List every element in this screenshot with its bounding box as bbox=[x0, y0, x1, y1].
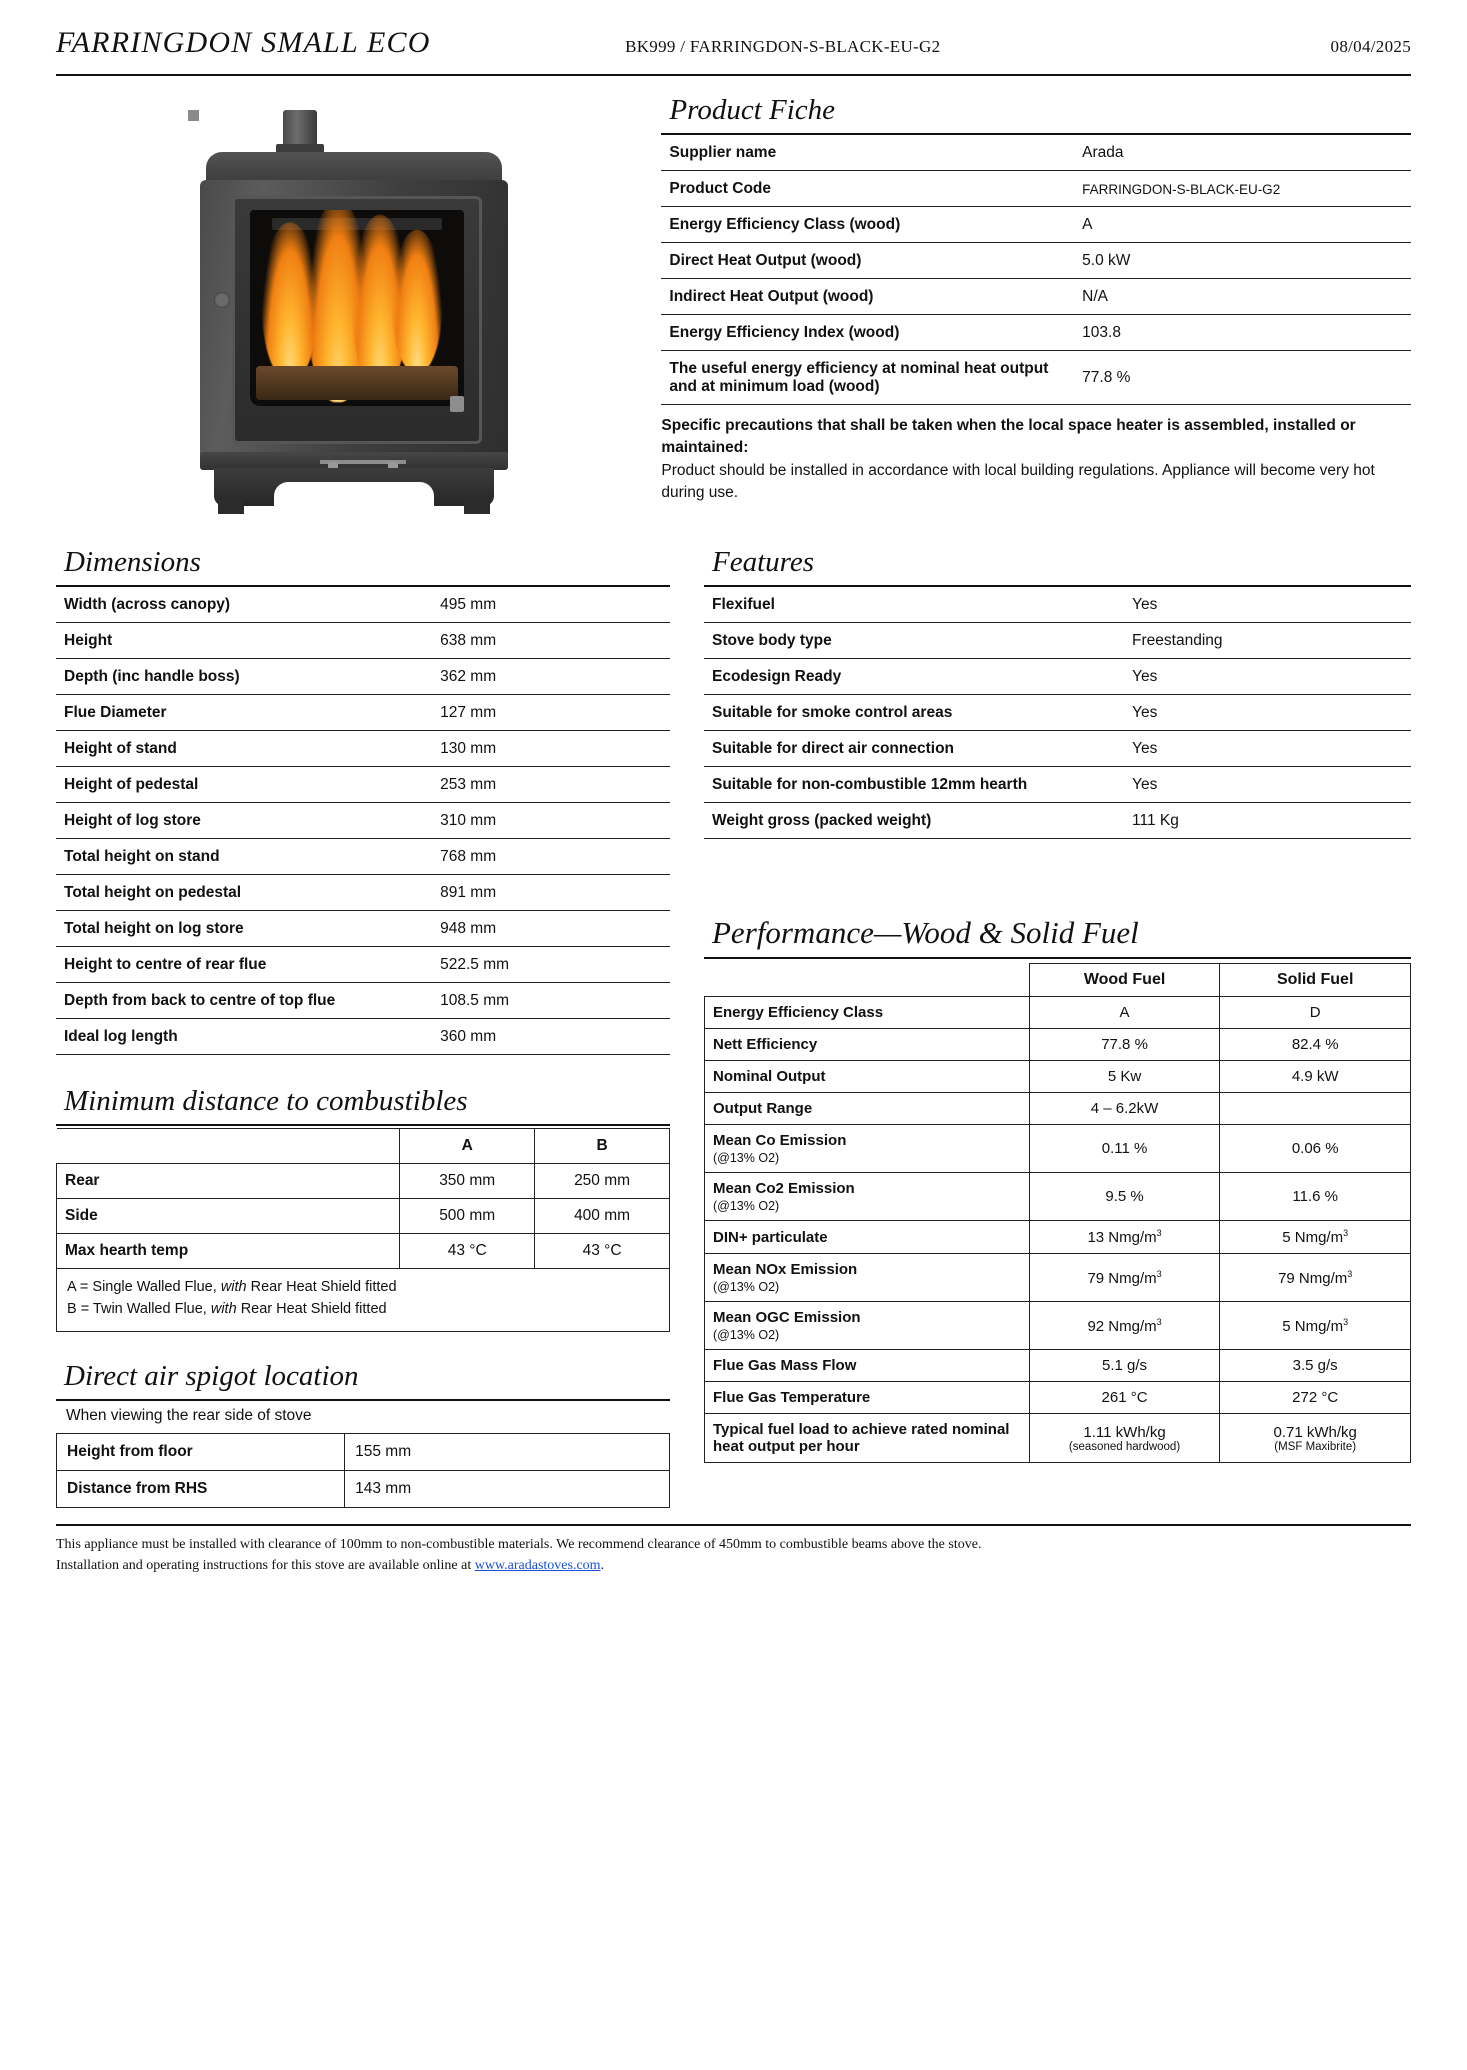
row-value: 5.0 kW bbox=[1066, 243, 1411, 279]
row-label: Height from floor bbox=[57, 1433, 345, 1470]
row-label: Ideal log length bbox=[56, 1019, 412, 1055]
stand-leg bbox=[218, 500, 244, 514]
row-label: Total height on stand bbox=[56, 839, 412, 875]
value-text: 13 Nmg/$m^3$ bbox=[1087, 1228, 1162, 1246]
table-row bbox=[56, 983, 670, 1019]
row-value: 111 Kg bbox=[1114, 803, 1411, 839]
document-date: 08/04/2025 bbox=[1330, 37, 1411, 56]
row-label: Typical fuel load to achieve rated nominal heat output per hour bbox=[705, 1414, 1030, 1463]
row-label: Flue Gas Temperature bbox=[705, 1382, 1030, 1414]
table-row bbox=[705, 1382, 1411, 1414]
row-value: A bbox=[1066, 207, 1411, 243]
note-a-pre: A = Single Walled Flue, bbox=[67, 1279, 217, 1295]
row-value: N/A bbox=[1066, 279, 1411, 315]
row-value-solid: 4.9 kW bbox=[1220, 1061, 1411, 1093]
page-title: FARRINGDON SMALL ECO bbox=[56, 26, 431, 59]
value-text: 5 Nmg/$m^3$ bbox=[1282, 1228, 1349, 1246]
product-fiche-table bbox=[661, 135, 1411, 405]
row-value: 891 mm bbox=[412, 875, 670, 911]
table-row bbox=[705, 1221, 1411, 1254]
top-section bbox=[56, 94, 1411, 510]
stand-leg bbox=[464, 500, 490, 514]
row-value-solid: D bbox=[1220, 997, 1411, 1029]
note-a-post: Rear Heat Shield fitted bbox=[250, 1279, 397, 1295]
row-label-sub: (@13% O2) bbox=[713, 1280, 780, 1294]
row-label: Distance from RHS bbox=[57, 1470, 345, 1507]
note-a bbox=[67, 1277, 659, 1299]
row-label-sub: (@13% O2) bbox=[713, 1199, 780, 1213]
row-label: Indirect Heat Output (wood) bbox=[661, 279, 1066, 315]
table-row bbox=[661, 351, 1411, 405]
row-label: Height to centre of rear flue bbox=[56, 947, 412, 983]
table-row bbox=[56, 623, 670, 659]
row-label: Max hearth temp bbox=[57, 1234, 400, 1269]
row-value-a: 500 mm bbox=[400, 1199, 535, 1234]
value-text: 0.71 kWh/kg bbox=[1273, 1423, 1357, 1441]
row-value-a: 350 mm bbox=[400, 1164, 535, 1199]
row-label: Weight gross (packed weight) bbox=[704, 803, 1114, 839]
dimensions-heading: Dimensions bbox=[64, 546, 201, 578]
row-value: Yes bbox=[1114, 767, 1411, 803]
row-label-main: Mean OGC Emission bbox=[713, 1309, 861, 1326]
table-row bbox=[705, 1093, 1411, 1125]
row-value-solid: 3.5 g/s bbox=[1220, 1350, 1411, 1382]
brand-badge bbox=[450, 396, 464, 412]
row-label: Energy Efficiency Class bbox=[705, 997, 1030, 1029]
row-label: Width (across canopy) bbox=[56, 587, 412, 623]
row-label: Suitable for non-combustible 12mm hearth bbox=[704, 767, 1114, 803]
row-label: Nominal Output bbox=[705, 1061, 1030, 1093]
row-label: Depth (inc handle boss) bbox=[56, 659, 412, 695]
row-label-sub: (@13% O2) bbox=[713, 1151, 780, 1165]
stove-illustration bbox=[188, 110, 518, 510]
row-label: Total height on pedestal bbox=[56, 875, 412, 911]
row-label bbox=[705, 1125, 1030, 1173]
row-value-solid: 5 Nmg/$m^3$ bbox=[1220, 1302, 1411, 1350]
aradastoves-link[interactable]: www.aradastoves.com bbox=[474, 1557, 601, 1573]
column-header-b: B bbox=[535, 1129, 670, 1164]
row-label-main: Mean Co Emission bbox=[713, 1132, 847, 1149]
row-label: Total height on log store bbox=[56, 911, 412, 947]
row-label-sub: (@13% O2) bbox=[713, 1328, 780, 1342]
table-row bbox=[56, 1019, 670, 1055]
row-label-main: Mean Co2 Emission bbox=[713, 1180, 855, 1197]
row-value: Freestanding bbox=[1114, 623, 1411, 659]
row-value: 768 mm bbox=[412, 839, 670, 875]
row-value-wood: 0.11 % bbox=[1029, 1125, 1220, 1173]
row-value-solid bbox=[1220, 1414, 1411, 1463]
product-fiche-heading: Product Fiche bbox=[669, 94, 836, 126]
product-code-header: BK999 / FARRINGDON-S-BLACK-EU-G2 bbox=[625, 37, 941, 56]
value-sub: (seasoned hardwood) bbox=[1068, 1440, 1181, 1453]
product-fiche-section bbox=[649, 94, 1411, 510]
row-value: Yes bbox=[1114, 587, 1411, 623]
table-row bbox=[661, 207, 1411, 243]
left-column bbox=[56, 546, 704, 1508]
mid-section bbox=[56, 546, 1411, 1508]
note-a-italic: with bbox=[220, 1279, 247, 1295]
row-value-solid bbox=[1220, 1093, 1411, 1125]
footer-text-post: . bbox=[600, 1557, 605, 1573]
features-table bbox=[704, 587, 1411, 839]
stove-glass-window bbox=[250, 210, 464, 406]
performance-heading: Performance—Wood & Solid Fuel bbox=[712, 915, 1139, 950]
row-label: Ecodesign Ready bbox=[704, 659, 1114, 695]
row-label: Suitable for direct air connection bbox=[704, 731, 1114, 767]
precautions-text: Product should be installed in accordance with local building regulations. Appliance will become very hot during use. bbox=[661, 461, 1375, 502]
secondary-knob bbox=[188, 110, 199, 121]
divider bbox=[704, 957, 1411, 959]
combustibles-notes bbox=[56, 1269, 670, 1332]
table-header-row bbox=[705, 964, 1411, 997]
combustibles-heading: Minimum distance to combustibles bbox=[64, 1085, 468, 1117]
row-value-wood: 4 – 6.2kW bbox=[1029, 1093, 1220, 1125]
table-row bbox=[704, 623, 1411, 659]
row-value: FARRINGDON-S-BLACK-EU-G2 bbox=[1066, 171, 1411, 207]
table-row bbox=[705, 997, 1411, 1029]
row-label: DIN+ particulate bbox=[705, 1221, 1030, 1254]
row-label: Supplier name bbox=[661, 135, 1066, 171]
row-label: Height of log store bbox=[56, 803, 412, 839]
row-value-wood: 261 °C bbox=[1029, 1382, 1220, 1414]
row-value-solid: 11.6 % bbox=[1220, 1173, 1411, 1221]
row-label: Product Code bbox=[661, 171, 1066, 207]
table-row bbox=[56, 767, 670, 803]
document-header bbox=[56, 26, 1411, 76]
column-header-wood: Wood Fuel bbox=[1029, 964, 1220, 997]
row-value-wood: A bbox=[1029, 997, 1220, 1029]
flame-icon bbox=[392, 230, 442, 373]
table-row bbox=[57, 1199, 670, 1234]
table-row bbox=[56, 875, 670, 911]
row-label: The useful energy efficiency at nominal heat output and at minimum load (wood) bbox=[661, 351, 1066, 405]
dimensions-table bbox=[56, 587, 670, 1055]
row-value-wood bbox=[1029, 1221, 1220, 1254]
row-value: 638 mm bbox=[412, 623, 670, 659]
row-label: Output Range bbox=[705, 1093, 1030, 1125]
row-label: Flue Diameter bbox=[56, 695, 412, 731]
row-label: Height of stand bbox=[56, 731, 412, 767]
table-row bbox=[705, 1414, 1411, 1463]
row-value-a: 43 °C bbox=[400, 1234, 535, 1269]
row-value: 522.5 mm bbox=[412, 947, 670, 983]
table-row bbox=[56, 839, 670, 875]
value-text: 1.11 kWh/kg bbox=[1083, 1423, 1166, 1441]
stand-arch-cutout bbox=[274, 482, 434, 508]
row-value: 495 mm bbox=[412, 587, 670, 623]
row-value: 127 mm bbox=[412, 695, 670, 731]
row-value-wood bbox=[1029, 1414, 1220, 1463]
row-value-wood: 5.1 g/s bbox=[1029, 1350, 1220, 1382]
row-label: Flue Gas Mass Flow bbox=[705, 1350, 1030, 1382]
row-value: Yes bbox=[1114, 731, 1411, 767]
precautions-block bbox=[661, 415, 1411, 505]
row-value: 143 mm bbox=[345, 1470, 670, 1507]
table-row bbox=[704, 731, 1411, 767]
row-label: Side bbox=[57, 1199, 400, 1234]
row-label: Flexifuel bbox=[704, 587, 1114, 623]
row-value: 360 mm bbox=[412, 1019, 670, 1055]
row-value: Arada bbox=[1066, 135, 1411, 171]
row-label: Stove body type bbox=[704, 623, 1114, 659]
spigot-note: When viewing the rear side of stove bbox=[66, 1406, 312, 1424]
row-value-b: 400 mm bbox=[535, 1199, 670, 1234]
door-handle-knob bbox=[214, 292, 230, 308]
note-b-pre: B = Twin Walled Flue, bbox=[67, 1300, 207, 1317]
table-row bbox=[704, 659, 1411, 695]
stove-image-column bbox=[56, 94, 649, 510]
row-value-wood: 77.8 % bbox=[1029, 1029, 1220, 1061]
row-value: Yes bbox=[1114, 659, 1411, 695]
table-row bbox=[661, 315, 1411, 351]
table-row bbox=[57, 1433, 670, 1470]
table-row bbox=[56, 947, 670, 983]
table-row bbox=[57, 1470, 670, 1507]
row-label: Height of pedestal bbox=[56, 767, 412, 803]
note-b-italic: with bbox=[210, 1300, 237, 1317]
row-value: 103.8 bbox=[1066, 315, 1411, 351]
table-row bbox=[661, 135, 1411, 171]
row-value: 108.5 mm bbox=[412, 983, 670, 1019]
row-label: Height bbox=[56, 623, 412, 659]
table-row bbox=[56, 695, 670, 731]
row-value: 130 mm bbox=[412, 731, 670, 767]
row-value: Yes bbox=[1114, 695, 1411, 731]
row-value-wood: 5 Kw bbox=[1029, 1061, 1220, 1093]
log-bed bbox=[256, 366, 458, 400]
note-b bbox=[67, 1299, 659, 1321]
table-row bbox=[704, 767, 1411, 803]
table-row bbox=[704, 803, 1411, 839]
row-label bbox=[705, 1302, 1030, 1350]
column-header-a: A bbox=[400, 1129, 535, 1164]
features-heading: Features bbox=[712, 546, 815, 578]
row-value-wood: 92 Nmg/$m^3$ bbox=[1029, 1302, 1220, 1350]
table-row bbox=[56, 587, 670, 623]
row-label bbox=[705, 1254, 1030, 1302]
table-row bbox=[704, 587, 1411, 623]
blank-header bbox=[57, 1129, 400, 1164]
table-row bbox=[56, 803, 670, 839]
value-sub: (MSF Maxibrite) bbox=[1274, 1440, 1357, 1453]
table-row bbox=[705, 1254, 1411, 1302]
divider bbox=[56, 1124, 670, 1126]
table-row bbox=[57, 1234, 670, 1269]
footer-line-2 bbox=[56, 1555, 1411, 1576]
table-row bbox=[56, 731, 670, 767]
row-value: 310 mm bbox=[412, 803, 670, 839]
row-value-b: 43 °C bbox=[535, 1234, 670, 1269]
table-row bbox=[705, 1029, 1411, 1061]
table-row bbox=[705, 1302, 1411, 1350]
blank-header bbox=[705, 964, 1030, 997]
footer-line-1: This appliance must be installed with clearance of 100mm to non-combustible materials. We recommend clearance of 450mm to combustible beams above the stove. bbox=[56, 1536, 982, 1552]
table-row bbox=[56, 659, 670, 695]
row-label: Nett Efficiency bbox=[705, 1029, 1030, 1061]
column-header-solid: Solid Fuel bbox=[1220, 964, 1411, 997]
row-label: Rear bbox=[57, 1164, 400, 1199]
row-value-b: 250 mm bbox=[535, 1164, 670, 1199]
table-row bbox=[56, 911, 670, 947]
footer-text-pre: Installation and operating instructions for this stove are available online at bbox=[56, 1557, 475, 1573]
precautions-heading: Specific precautions that shall be taken when the local space heater is assembled, installed or maintained: bbox=[661, 417, 1356, 457]
row-label: Suitable for smoke control areas bbox=[704, 695, 1114, 731]
table-row bbox=[661, 279, 1411, 315]
table-row bbox=[705, 1350, 1411, 1382]
table-row bbox=[705, 1061, 1411, 1093]
row-label: Energy Efficiency Index (wood) bbox=[661, 315, 1066, 351]
row-value-solid: 0.06 % bbox=[1220, 1125, 1411, 1173]
table-header-row bbox=[57, 1129, 670, 1164]
row-value: 253 mm bbox=[412, 767, 670, 803]
row-label bbox=[705, 1173, 1030, 1221]
row-value-solid: 82.4 % bbox=[1220, 1029, 1411, 1061]
row-value-wood: 79 Nmg/$m^3$ bbox=[1029, 1254, 1220, 1302]
table-row bbox=[57, 1164, 670, 1199]
row-value: 155 mm bbox=[345, 1433, 670, 1470]
right-column bbox=[704, 546, 1411, 1508]
row-value-solid: 79 Nmg/$m^3$ bbox=[1220, 1254, 1411, 1302]
row-value-wood: 9.5 % bbox=[1029, 1173, 1220, 1221]
performance-table bbox=[704, 963, 1411, 1463]
row-label: Depth from back to centre of top flue bbox=[56, 983, 412, 1019]
table-row bbox=[705, 1173, 1411, 1221]
table-row bbox=[704, 695, 1411, 731]
row-label: Energy Efficiency Class (wood) bbox=[661, 207, 1066, 243]
note-b-post: Rear Heat Shield fitted bbox=[240, 1300, 387, 1317]
row-value: 948 mm bbox=[412, 911, 670, 947]
combustibles-table bbox=[56, 1128, 670, 1269]
table-row bbox=[661, 243, 1411, 279]
row-value-solid bbox=[1220, 1221, 1411, 1254]
document-footer bbox=[56, 1524, 1411, 1576]
row-value: 77.8 % bbox=[1066, 351, 1411, 405]
row-label: Direct Heat Output (wood) bbox=[661, 243, 1066, 279]
row-label-main: Mean NOx Emission bbox=[713, 1261, 858, 1278]
spigot-table bbox=[56, 1433, 670, 1508]
spigot-heading: Direct air spigot location bbox=[64, 1359, 359, 1392]
row-value-solid: 272 °C bbox=[1220, 1382, 1411, 1414]
row-value: 362 mm bbox=[412, 659, 670, 695]
table-row bbox=[661, 171, 1411, 207]
table-row bbox=[705, 1125, 1411, 1173]
